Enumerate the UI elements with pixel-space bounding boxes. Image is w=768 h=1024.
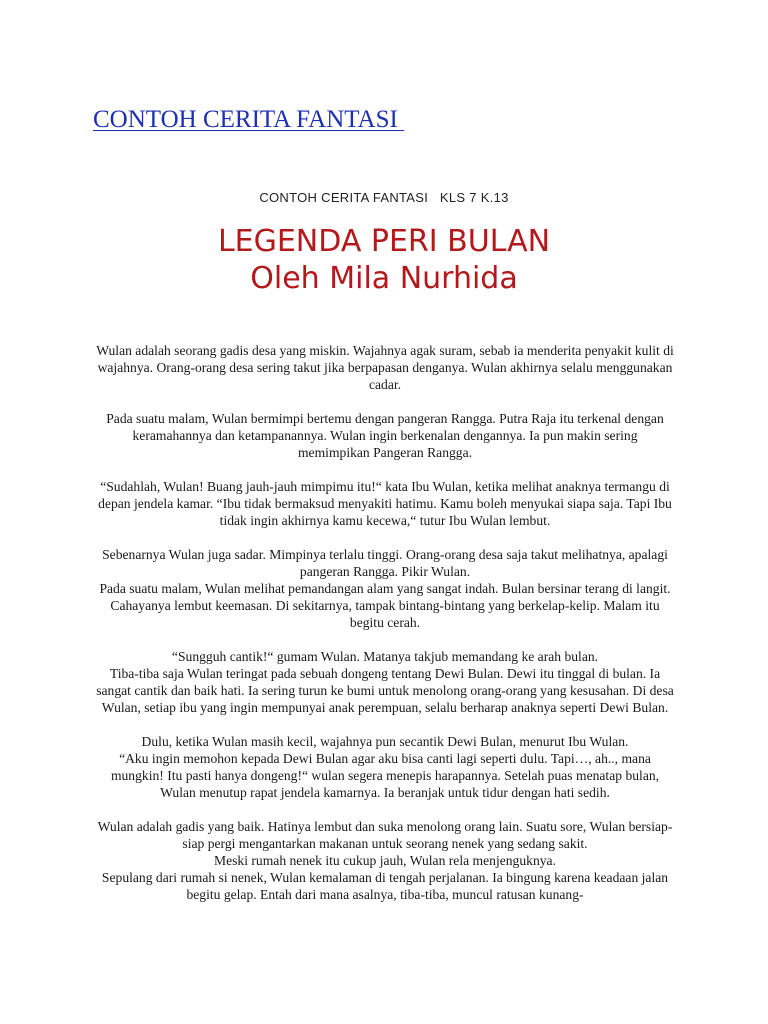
paragraph: Dulu, ketika Wulan masih kecil, wajahnya pun secantik Dewi Bulan, menurut Ibu Wulan. bbox=[141, 734, 629, 749]
story-author: Oleh Mila Nurhida bbox=[250, 261, 518, 296]
story-body bbox=[95, 342, 675, 903]
paragraph: “Sungguh cantik!“ gumam Wulan. Matanya takjub memandang ke arah bulan. bbox=[171, 649, 599, 664]
paragraph: Wulan adalah gadis yang baik. Hatinya lembut dan suka menolong orang lain. Suatu sore, Wulan bersiap-siap pergi mengantarkan makanan untuk seorang nenek yang sedang sakit. bbox=[97, 819, 673, 851]
subheading: CONTOH CERITA FANTASI KLS 7 K.13 bbox=[259, 190, 509, 205]
paragraph: Pada suatu malam, Wulan melihat pemandangan alam yang sangat indah. Bulan bersinar terang di langit. Cahayanya lembut keemasan. Di sekitarnya, tampak bintang-bintang yang berkelap-kelip. Malam itu begitu cerah. bbox=[99, 581, 671, 630]
paragraph: Meski rumah nenek itu cukup jauh, Wulan rela menjenguknya. bbox=[214, 853, 556, 868]
paragraph: Sebenarnya Wulan juga sadar. Mimpinya terlalu tinggi. Orang-orang desa saja takut melihatnya, apalagi pangeran Rangga. Pikir Wulan. bbox=[102, 547, 668, 579]
paragraph: “Aku ingin memohon kepada Dewi Bulan agar aku bisa canti lagi seperti dulu. Tapi…, ah.., mana mungkin! Itu pasti hanya dongeng!“ wulan segera menepis harapannya. Setelah puas menatap bulan, Wulan menutup rapat jendela kamarnya. Ia beranjak untuk tidur dengan hati sedih. bbox=[110, 751, 660, 800]
story-title: LEGENDA PERI BULAN bbox=[217, 224, 551, 259]
paragraph: Wulan adalah seorang gadis desa yang miskin. Wajahnya agak suram, sebab ia menderita penyakit kulit di wajahnya. Orang-orang desa sering takut jika berpapasan denganya. Wulan akhirnya selalu menggunakan cadar. bbox=[96, 343, 674, 392]
story-title-block bbox=[0, 223, 768, 297]
paragraph: Pada suatu malam, Wulan bermimpi bertemu dengan pangeran Rangga. Putra Raja itu terkenal dengan keramahannya dan ketampanannya. Wulan ingin berkenalan dengannya. Ia pun makin sering memimpikan Pangeran Rangga. bbox=[106, 411, 664, 460]
paragraph: Sepulang dari rumah si nenek, Wulan kemalaman di tengah perjalanan. Ia bingung karena keadaan jalan begitu gelap. Entah dari mana asalnya, tiba-tiba, muncul ratusan kunang- bbox=[101, 870, 669, 902]
paragraph: Tiba-tiba saja Wulan teringat pada sebuah dongeng tentang Dewi Bulan. Dewi itu tinggal di bulan. Ia sangat cantik dan baik hati. Ia sering turun ke bumi untuk menolong orang-orang yang kesusahan. Di desa Wulan, setiap ibu yang ingin mempunyai anak perempuan, selalu berharap anaknya seperti Dewi Bulan. bbox=[96, 666, 674, 715]
document-title-link[interactable]: CONTOH CERITA FANTASI bbox=[93, 106, 405, 133]
paragraph: “Sudahlah, Wulan! Buang jauh-jauh mimpimu itu!“ kata Ibu Wulan, ketika melihat anaknya termangu di depan jendela kamar. “Ibu tidak bermaksud menyakiti hatimu. Kamu boleh menyukai siapa saja. Tapi Ibu tidak ingin akhirnya kamu kecewa,“ tutur Ibu Wulan lembut. bbox=[98, 479, 672, 528]
